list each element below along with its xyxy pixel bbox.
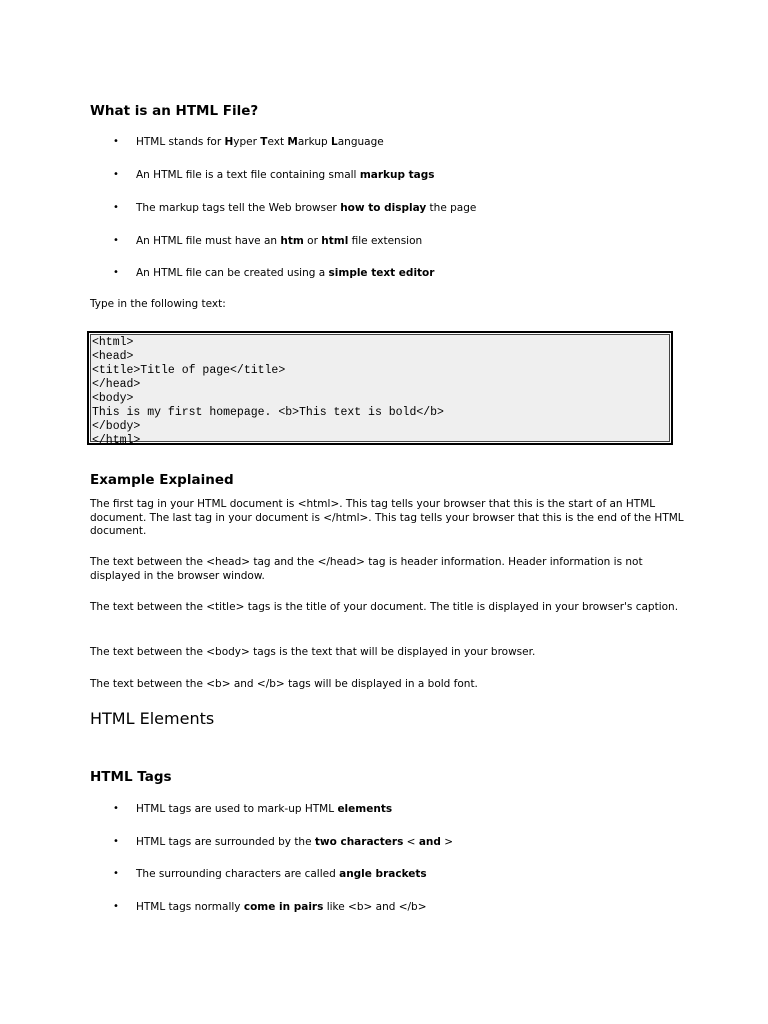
- explanation-paragraph: The text between the <b> and </b> tags will be displayed in a bold font.: [90, 678, 478, 690]
- bold-run: M: [287, 136, 298, 148]
- bullet-icon: •: [113, 868, 119, 879]
- text-run: arkup: [297, 136, 332, 148]
- list-item-text: [136, 200, 476, 216]
- bold-run: markup tags: [359, 169, 435, 181]
- list-item-text: [136, 801, 392, 817]
- bold-run: elements: [337, 803, 393, 815]
- section-heading-what-is-html: What is an HTML File?: [90, 103, 259, 119]
- text-run: HTML stands for: [136, 136, 225, 148]
- code-line: <html>: [92, 336, 134, 349]
- text-run: An HTML file must have an: [136, 235, 281, 247]
- bold-run: come in pairs: [243, 901, 324, 913]
- section-heading-html-tags: HTML Tags: [90, 769, 172, 785]
- list-item: [0, 200, 700, 216]
- bullet-icon: •: [113, 202, 119, 213]
- bold-run: H: [224, 136, 234, 148]
- list-item: [0, 801, 700, 817]
- explanation-paragraph: The first tag in your HTML document is <html>. This tag tells your browser that this is the start of an HTML document. The last tag in your document is </html>. This tag tells your browser that this is the end of the HTML document.: [90, 498, 684, 538]
- text-run: yper: [233, 136, 261, 148]
- list-item: [0, 265, 700, 281]
- text-run: HTML tags normally: [136, 901, 244, 913]
- text-run: The surrounding characters are called: [136, 868, 340, 880]
- bullet-icon: •: [113, 803, 119, 814]
- list-item: [0, 899, 700, 915]
- code-line: </head>: [92, 378, 141, 391]
- explanation-paragraph: The text between the <body> tags is the text that will be displayed in your browser.: [90, 646, 536, 658]
- code-line: <head>: [92, 350, 134, 363]
- bullet-icon: •: [113, 136, 119, 147]
- text-run: the page: [426, 202, 477, 214]
- list-item: [0, 834, 700, 850]
- bullet-icon: •: [113, 267, 119, 278]
- code-line: <title>Title of page</title>: [92, 364, 286, 377]
- bullet-icon: •: [113, 901, 119, 912]
- bullet-icon: •: [113, 836, 119, 847]
- text-run: The markup tags tell the Web browser: [136, 202, 341, 214]
- bullet-icon: •: [113, 235, 119, 246]
- list-item-text: [136, 866, 427, 882]
- code-line: This is my first homepage. <b>This text is bold</b>: [92, 406, 444, 419]
- bold-run: angle brackets: [339, 868, 427, 880]
- list-item-text: [136, 233, 422, 249]
- text-run: HTML tags are surrounded by the: [136, 836, 315, 848]
- list-item: [0, 233, 700, 249]
- bold-run: and: [418, 836, 441, 848]
- bold-run: T: [260, 136, 268, 148]
- bold-run: L: [331, 136, 338, 148]
- list-item: [0, 167, 700, 183]
- text-run: ext: [267, 136, 288, 148]
- bold-run: simple text editor: [328, 267, 435, 279]
- text-run: HTML tags are used to mark-up HTML: [136, 803, 338, 815]
- code-example-box: [87, 331, 673, 445]
- text-run: like <b> and </b>: [323, 901, 427, 913]
- text-run: <: [403, 836, 419, 848]
- bold-run: html: [321, 235, 349, 247]
- code-line: </html>: [92, 434, 141, 447]
- text-run: An HTML file is a text file containing small: [136, 169, 360, 181]
- text-run: anguage: [337, 136, 384, 148]
- text-run: file extension: [348, 235, 423, 247]
- bold-run: two characters: [314, 836, 404, 848]
- list-item: [0, 866, 700, 882]
- list-item: [0, 134, 700, 150]
- list-item-text: [136, 834, 453, 850]
- section-heading-html-elements: HTML Elements: [90, 709, 215, 728]
- list-item-text: [136, 167, 435, 183]
- text-run: or: [303, 235, 322, 247]
- list-item-text: [136, 899, 427, 915]
- explanation-paragraph: The text between the <head> tag and the </head> tag is header information. Header information is not displayed in the browser window.: [90, 556, 643, 582]
- list-item-text: [136, 134, 384, 150]
- list-item-text: [136, 265, 434, 281]
- explanation-paragraph: The text between the <title> tags is the title of your document. The title is displayed in your browser's caption.: [90, 601, 679, 613]
- code-line: <body>: [92, 392, 134, 405]
- text-run: >: [440, 836, 454, 848]
- bold-run: htm: [280, 235, 304, 247]
- type-instruction: Type in the following text:: [90, 298, 226, 310]
- section-heading-example-explained: Example Explained: [90, 472, 234, 488]
- code-line: </body>: [92, 420, 141, 433]
- bullet-icon: •: [113, 169, 119, 180]
- bold-run: how to display: [340, 202, 427, 214]
- text-run: An HTML file can be created using a: [136, 267, 329, 279]
